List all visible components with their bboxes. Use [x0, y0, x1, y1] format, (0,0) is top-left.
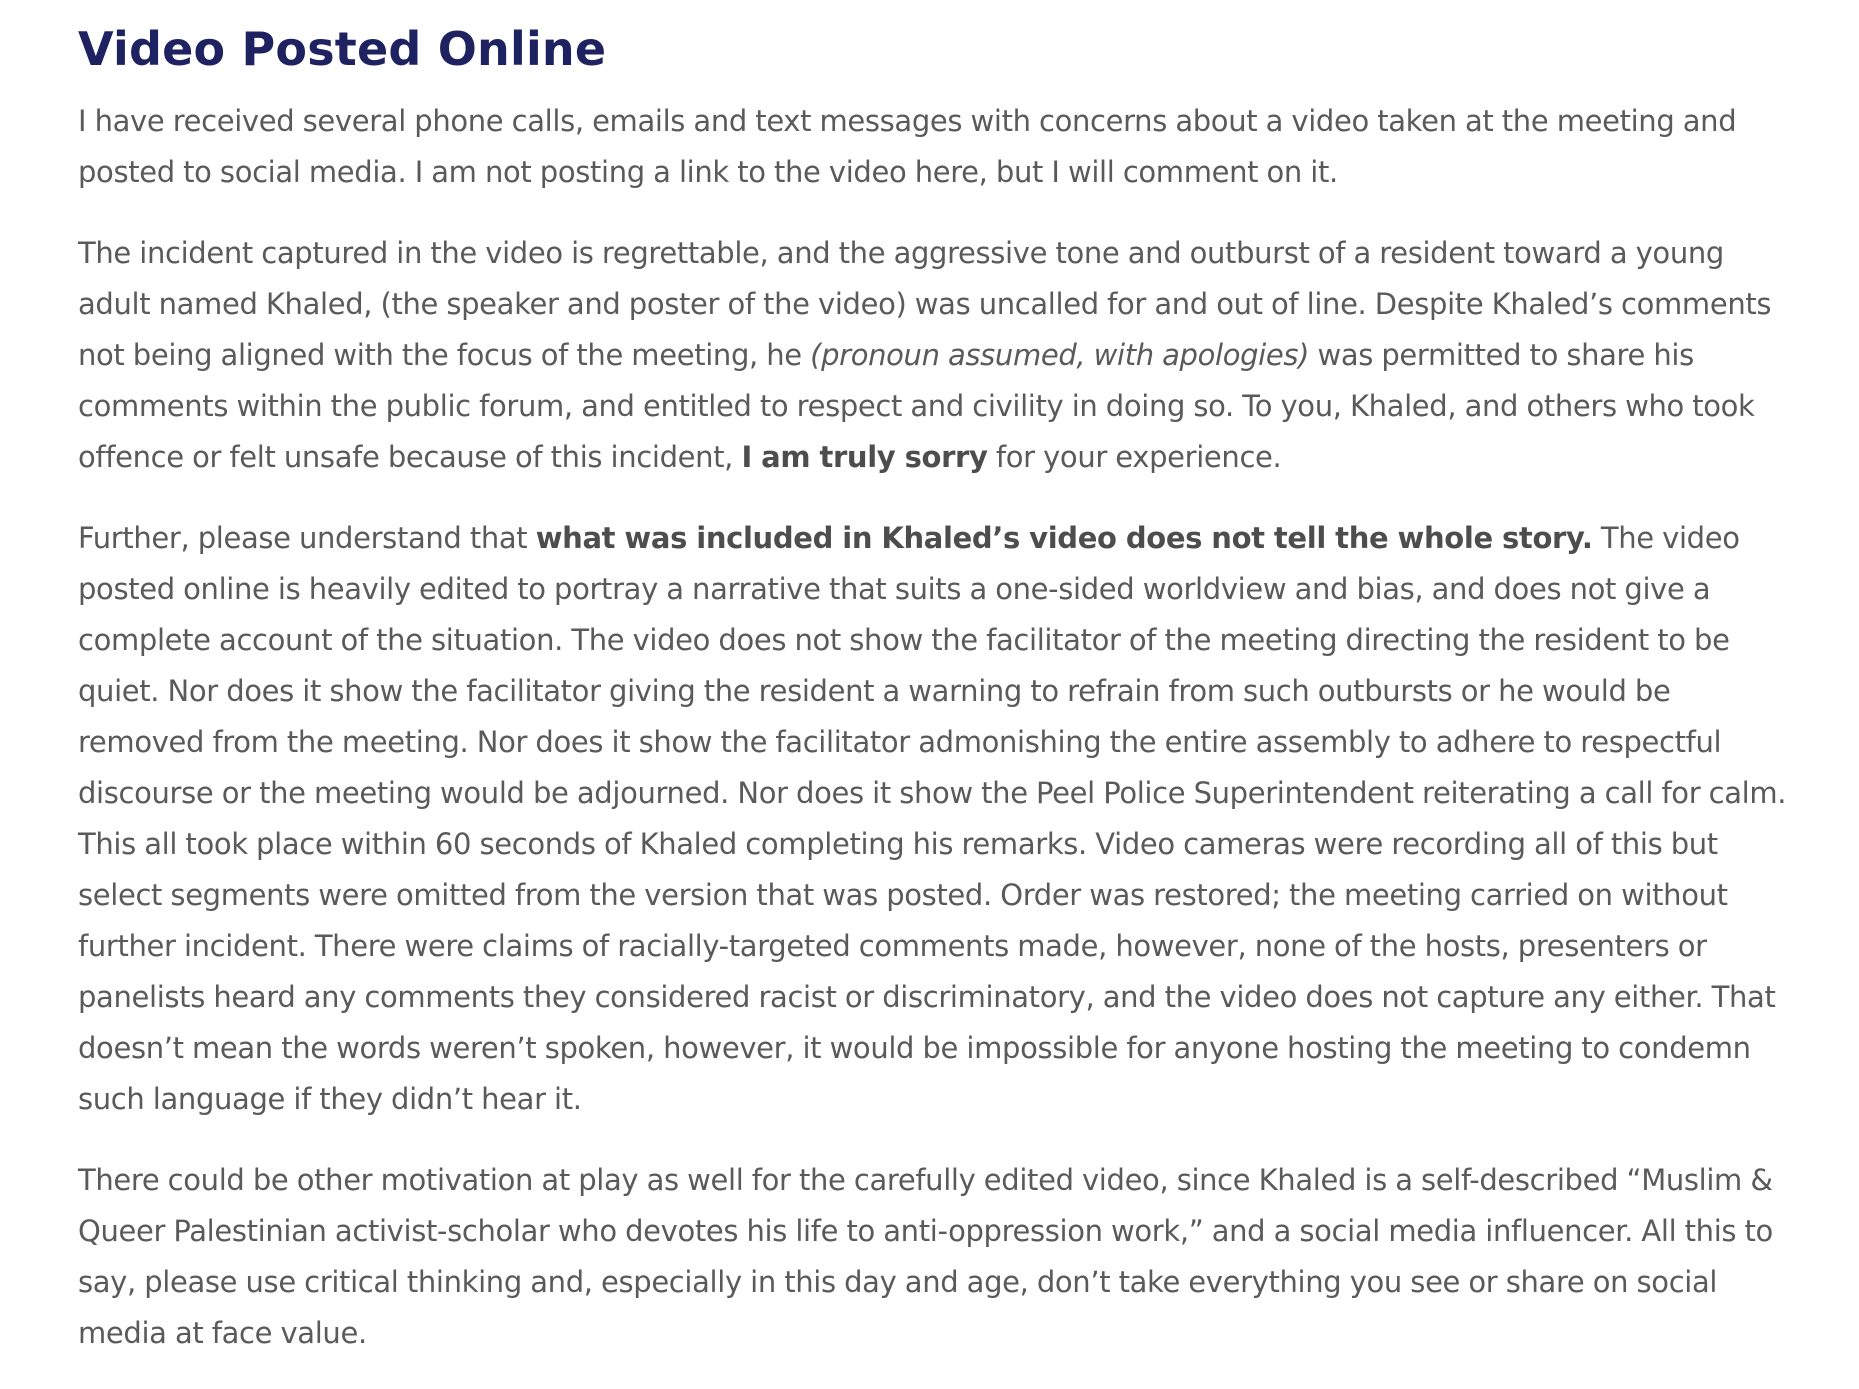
article: [78, 14, 1790, 1389]
paragraph-2: [78, 228, 1790, 483]
article-title: Video Posted Online: [78, 22, 607, 76]
paragraph-2-text-a: The incident captured in the video is regrettable, and the aggressive tone and outburst of a resident toward a young adult named Khaled, (the speaker and poster of the video) was uncalled for and out of line. Despite Khaled’s comments not being aligned with the focus of the meeting, he: [78, 236, 1772, 372]
paragraph-3-text-a: Further, please understand that: [78, 521, 536, 555]
paragraph-3: [78, 513, 1790, 1125]
paragraph-3-bold: what was included in Khaled’s video does not tell the whole story.: [535, 521, 1593, 555]
paragraph-2-italic: (pronoun assumed, with apologies): [810, 338, 1310, 372]
paragraph-4: There could be other motivation at play as well for the carefully edited video, since Khaled is a self-described “Muslim & Queer Palestinian activist-scholar who devotes his life to anti-oppression work,” and a social media influencer. All this to say, please use critical thinking and, especially in this day and age, don’t take everything you see or share on social media at face value.: [78, 1163, 1773, 1350]
paragraph-2-text-b: was permitted to share his comments within the public forum, and entitled to respect and civility in doing so. To you, Khaled, and others who took offence or felt unsafe because of this incident,: [78, 338, 1755, 474]
paragraph-1: I have received several phone calls, emails and text messages with concerns about a video taken at the meeting and posted to social media. I am not posting a link to the video here, but I will comment on it.: [78, 104, 1737, 189]
paragraph-2-text-c: for your experience.: [987, 440, 1282, 474]
paragraph-2-bold: I am truly sorry: [741, 440, 988, 474]
paragraph-3-text-b: The video posted online is heavily edited to portray a narrative that suits a one-sided worldview and bias, and does not give a complete account of the situation. The video does not show the facilitator of the meeting directing the resident to be quiet. Nor does it show the facilitator giving the resident a warning to refrain from such outbursts or he would be removed from the meeting. Nor does it show the facilitator admonishing the entire assembly to adhere to respectful discourse or the meeting would be adjourned. Nor does it show the Peel Police Superintendent reiterating a call for calm. This all took place within 60 seconds of Khaled completing his remarks. Video cameras were recording all of this but select segments were omitted from the version that was posted. Order was restored; the meeting carried on without further incident. There were claims of racially-targeted comments made, however, none of the hosts, presenters or panelists heard any comments they considered racist or discriminatory, and the video does not capture any either. That doesn’t mean the words weren’t spoken, however, it would be impossible for anyone hosting the meeting to condemn such language if they didn’t hear it.: [78, 521, 1787, 1116]
